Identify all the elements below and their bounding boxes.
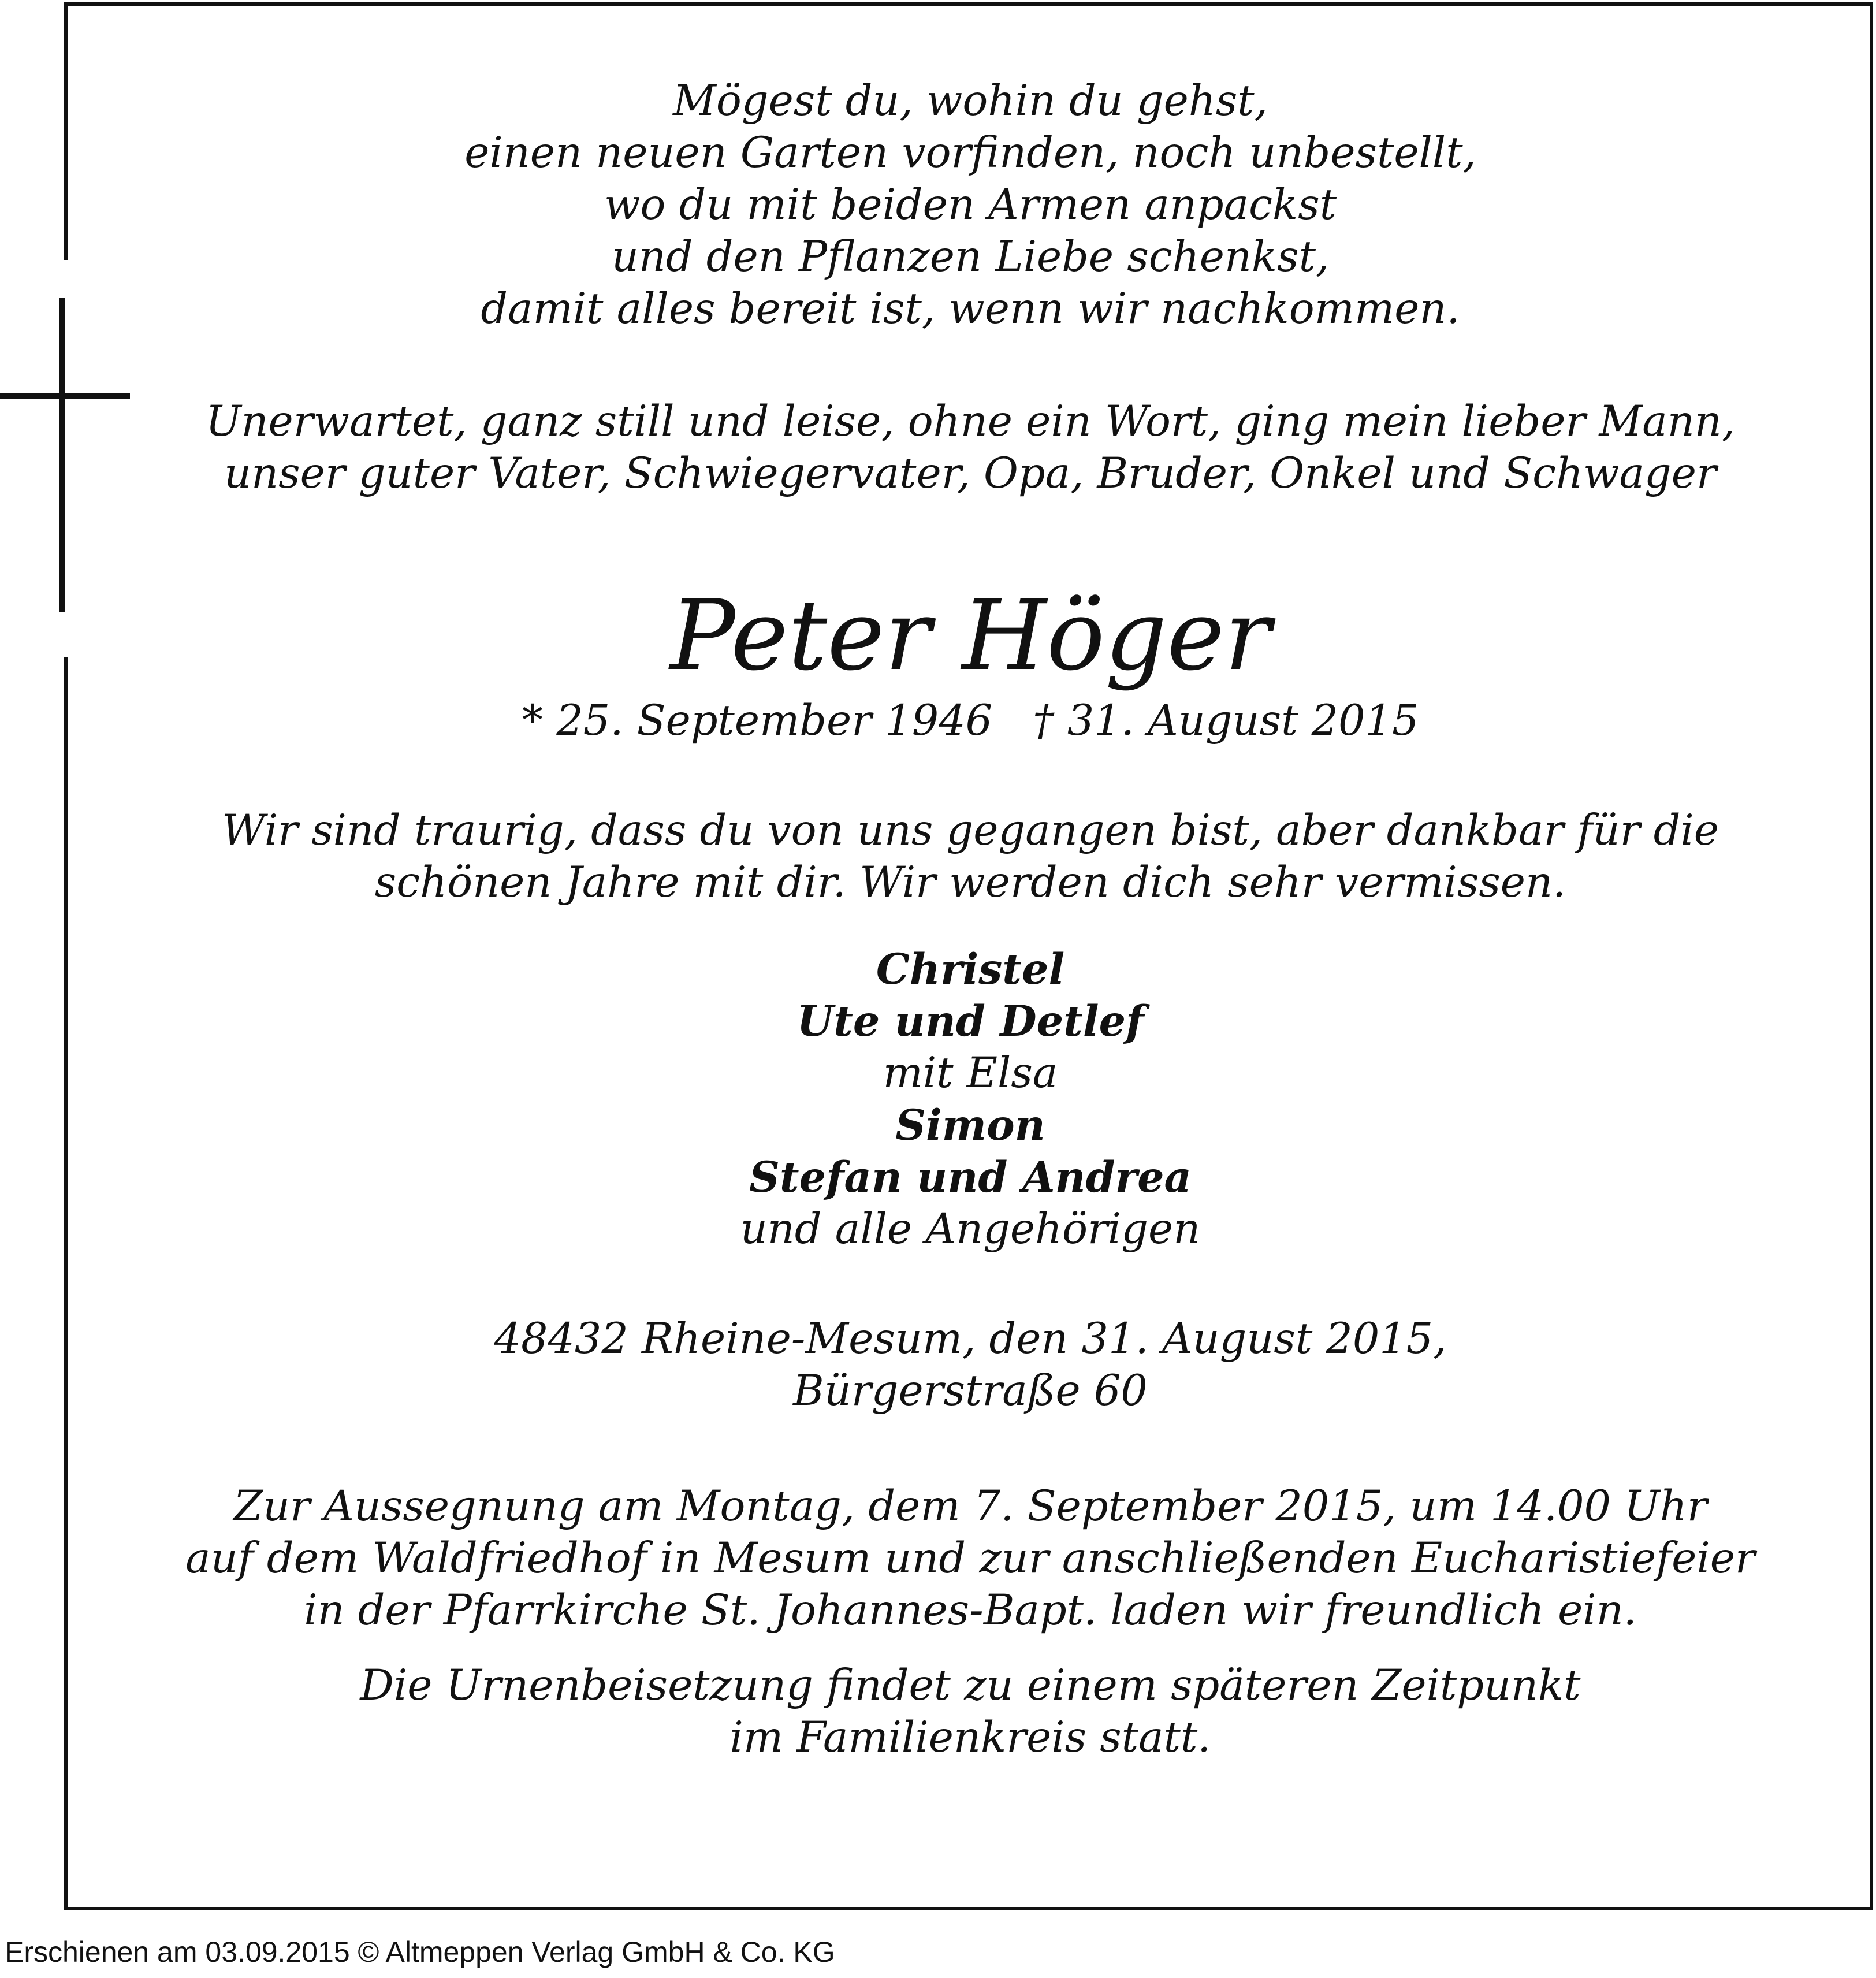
address-line: Bürgerstraße 60 — [793, 1366, 1148, 1415]
birth-date: * 25. September 1946 — [522, 696, 993, 745]
thanks-line: schönen Jahre mit dir. Wir werden dich sehr vermissen. — [374, 858, 1566, 907]
life-dates — [69, 695, 1871, 747]
cross-vertical-bar — [59, 298, 65, 612]
frame-left-border-upper — [64, 2, 68, 260]
signer-others: und alle Angehörigen — [740, 1204, 1201, 1254]
signer-ute-detlef: Ute und Detlef — [796, 997, 1144, 1046]
ceremony-line: auf dem Waldfriedhof in Mesum und zur anschließenden Eucharistiefeier — [185, 1534, 1755, 1583]
frame-top-border — [64, 2, 1873, 6]
thanks-text — [69, 805, 1871, 909]
urn-line: Die Urnenbeisetzung findet zu einem späteren Zeitpunkt — [360, 1661, 1581, 1710]
intro-text — [69, 396, 1871, 500]
poem-line: und den Pflanzen Liebe schenkst, — [611, 232, 1330, 281]
signer-simon: Simon — [895, 1100, 1045, 1150]
obituary-content — [69, 75, 1871, 1764]
address — [69, 1313, 1871, 1417]
ceremony-line: Zur Aussegnung am Montag, dem 7. September 2015, um 14.00 Uhr — [233, 1482, 1707, 1531]
poem-line: damit alles bereit ist, wenn wir nachkommen. — [481, 284, 1460, 333]
poem-line: wo du mit beiden Armen anpackst — [604, 180, 1337, 229]
address-line: 48432 Rheine-Mesum, den 31. August 2015, — [494, 1314, 1447, 1363]
poem-line: Mögest du, wohin du gehst, — [673, 76, 1268, 125]
ceremony-line: in der Pfarrkirche St. Johannes-Bapt. laden wir freundlich ein. — [304, 1586, 1637, 1635]
publication-footer: Erschienen am 03.09.2015 © Altmeppen Verlag GmbH & Co. KG — [5, 1936, 835, 1968]
deceased-name: Peter Höger — [669, 579, 1271, 692]
signer-ute-detlef-sub: mit Elsa — [883, 1049, 1058, 1098]
frame-bottom-border — [64, 1907, 1873, 1910]
urn-info — [69, 1660, 1871, 1764]
poem-line: einen neuen Garten vorfinden, noch unbestellt, — [464, 128, 1476, 177]
intro-line: Unerwartet, ganz still und leise, ohne ein Wort, ging mein lieber Mann, — [206, 397, 1735, 446]
intro-line: unser guter Vater, Schwiegervater, Opa, Bruder, Onkel und Schwager — [224, 449, 1717, 498]
poem — [69, 75, 1871, 335]
signers-list — [69, 943, 1871, 1255]
urn-line: im Familienkreis statt. — [729, 1713, 1211, 1762]
ceremony-info — [69, 1481, 1871, 1637]
signer-stefan-andrea: Stefan und Andrea — [749, 1152, 1192, 1202]
frame-left-border-lower — [64, 657, 68, 1910]
thanks-line: Wir sind traurig, dass du von uns gegangen bist, aber dankbar für die — [222, 806, 1719, 855]
death-date: † 31. August 2015 — [1033, 696, 1419, 745]
signer-christel: Christel — [876, 945, 1065, 994]
